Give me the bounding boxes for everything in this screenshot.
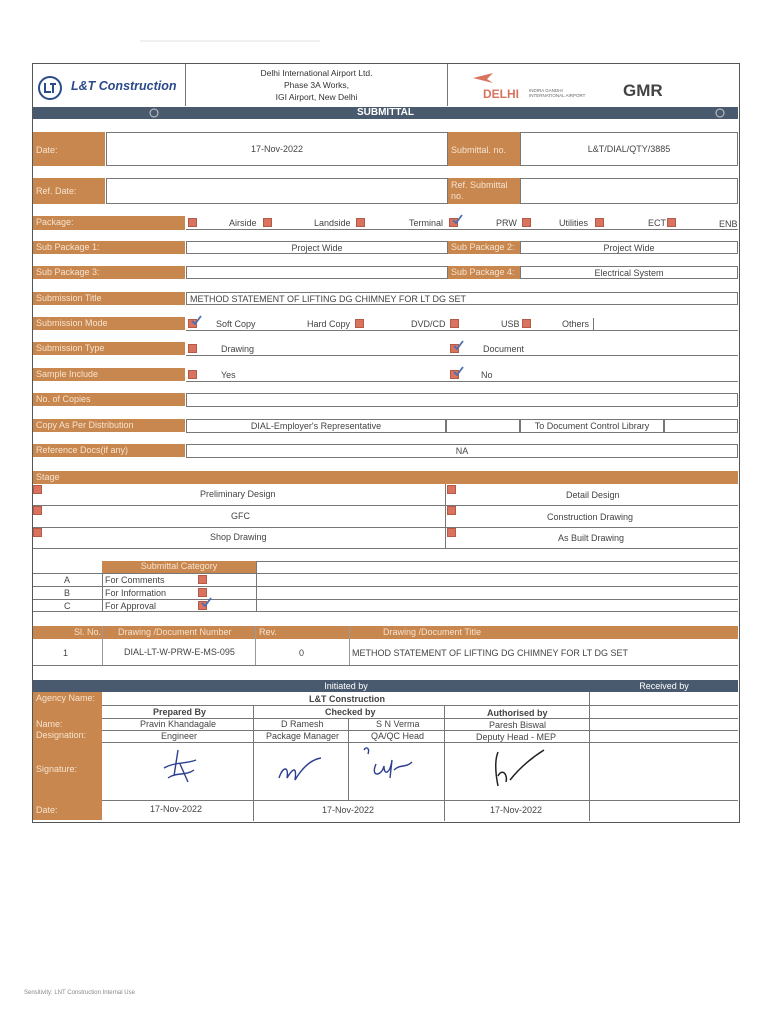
checkbox-as-built-drawing[interactable] xyxy=(447,528,456,537)
signature-authorised xyxy=(488,746,548,794)
type-document-label: Document xyxy=(483,344,525,354)
divider xyxy=(33,599,738,600)
package-terminal-label: Terminal xyxy=(409,218,444,228)
submittal-no-label: Submittal. no. xyxy=(448,132,520,166)
signature-checked-2 xyxy=(360,744,416,784)
authorised-by-header: Authorised by xyxy=(487,708,548,718)
ref-submittal-label: Ref. Submittal no. xyxy=(448,178,520,204)
date-checked: 17-Nov-2022 xyxy=(322,805,375,815)
client-phase: Phase 3A Works, xyxy=(283,80,350,90)
submittal-no-field[interactable]: L&T/DIAL/QTY/3885 xyxy=(520,132,738,166)
checkbox-detail-design[interactable] xyxy=(447,485,456,494)
checkbox-gfc[interactable] xyxy=(33,506,42,515)
category-header: Submittal Category xyxy=(102,561,256,573)
category-code-c: C xyxy=(64,601,71,611)
stage-as-built-drawing: As Built Drawing xyxy=(558,533,625,543)
received-by-bar: Received by xyxy=(590,680,738,692)
category-code-a: A xyxy=(64,575,71,585)
scan-mark xyxy=(140,40,320,42)
copy-distribution-label: Copy As Per Distribution xyxy=(33,419,185,432)
divider xyxy=(444,705,445,821)
checkbox-ect[interactable] xyxy=(595,218,604,227)
header-document-title: Drawing /Document Title xyxy=(383,627,482,637)
mode-hard-copy-label: Hard Copy xyxy=(307,319,351,329)
date-authorised: 17-Nov-2022 xyxy=(490,805,543,815)
package-utilities-label: Utilities xyxy=(559,218,589,228)
client-name: Delhi International Airport Ltd. xyxy=(260,68,373,78)
category-for-approval: For Approval xyxy=(105,601,157,611)
sensitivity-footer: Sensitivity: LNT Construction Internal Use xyxy=(24,990,135,996)
lt-logo-text: L&T Construction xyxy=(71,79,177,93)
seal-icon xyxy=(148,108,160,118)
divider xyxy=(102,573,103,612)
checkbox-for-comments[interactable] xyxy=(198,575,207,584)
type-drawing-label: Drawing xyxy=(221,344,255,354)
submission-type-label: Submission Type xyxy=(33,342,185,355)
date-prepared: 17-Nov-2022 xyxy=(150,804,203,814)
sub-package2-field[interactable]: Project Wide xyxy=(520,241,738,254)
divider xyxy=(593,318,594,331)
checkbox-airside[interactable] xyxy=(188,218,197,227)
row-document-title: METHOD STATEMENT OF LIFTING DG CHIMNEY FOR LT DG SET xyxy=(352,648,629,658)
no-of-copies-field[interactable] xyxy=(186,393,738,407)
divider xyxy=(102,705,738,706)
stage-shop-drawing: Shop Drawing xyxy=(210,532,267,542)
stage-preliminary-design: Preliminary Design xyxy=(200,489,276,499)
sub-package2-label: Sub Package 2: xyxy=(448,241,520,254)
checkbox-landside[interactable] xyxy=(263,218,272,227)
submission-title-field[interactable]: METHOD STATEMENT OF LIFTING DG CHIMNEY FOR LT DG SET xyxy=(186,292,738,305)
sub-package3-field[interactable] xyxy=(186,266,448,279)
checkbox-enb[interactable] xyxy=(667,218,676,227)
checkmark-icon xyxy=(201,597,212,607)
package-airside-label: Airside xyxy=(229,218,257,228)
stage-construction-drawing: Construction Drawing xyxy=(547,512,634,522)
reference-docs-label: Reference Docs(if any) xyxy=(33,444,185,457)
client-location: IGI Airport, New Delhi xyxy=(275,92,358,102)
row-document-number: DIAL-LT-W-PRW-E-MS-095 xyxy=(124,647,235,657)
checkbox-sample-yes[interactable] xyxy=(188,370,197,379)
package-ect-label: ECT xyxy=(648,218,666,228)
label-spacer xyxy=(33,705,102,718)
package-landside-label: Landside xyxy=(314,218,351,228)
name-label: Name: xyxy=(33,718,102,730)
approval-corner xyxy=(33,680,102,692)
signature-prepared xyxy=(160,746,202,788)
seal-icon xyxy=(714,108,726,118)
gmr-logo-text: GMR xyxy=(623,81,663,100)
divider xyxy=(253,705,254,821)
submission-mode-label: Submission Mode xyxy=(33,317,185,330)
divider xyxy=(33,527,738,528)
delhi-logo-subtitle: INDIRA GANDHI INTERNATIONAL AIRPORT xyxy=(529,88,586,98)
checkbox-terminal[interactable] xyxy=(356,218,365,227)
stage-detail-design: Detail Design xyxy=(566,490,620,500)
sub-package4-field[interactable]: Electrical System xyxy=(520,266,738,279)
ref-date-label: Ref. Date: xyxy=(33,178,105,204)
designation-authorised: Deputy Head - MEP xyxy=(476,732,557,742)
divider xyxy=(445,484,446,549)
category-for-information: For Information xyxy=(105,588,167,598)
submission-mode-options xyxy=(186,317,738,331)
checkbox-shop-drawing[interactable] xyxy=(33,528,42,537)
sample-no-label: No xyxy=(481,370,493,380)
checkmark-icon xyxy=(191,315,202,325)
mode-soft-copy-label: Soft Copy xyxy=(216,319,256,329)
lt-emblem-icon xyxy=(38,76,62,100)
reference-docs-field[interactable]: NA xyxy=(186,444,738,458)
category-code-b: B xyxy=(64,588,71,598)
name-prepared: Pravin Khandagale xyxy=(140,719,217,729)
submission-title-label: Submission Title xyxy=(33,292,185,305)
header-document-number: Drawing /Document Number xyxy=(118,627,232,637)
divider xyxy=(33,505,738,506)
name-checked-1: D Ramesh xyxy=(281,719,324,729)
header-sl-no: Sl. No. xyxy=(74,627,102,637)
lt-logo-block xyxy=(33,64,186,106)
checkmark-icon xyxy=(453,366,464,376)
sub-package1-label: Sub Package 1: xyxy=(33,241,185,254)
date-field[interactable]: 17-Nov-2022 xyxy=(106,132,448,166)
client-address xyxy=(186,64,448,106)
mode-others-label: Others xyxy=(562,319,590,329)
signature-checked-1 xyxy=(275,752,325,786)
copy-distribution-field-1[interactable]: DIAL-Employer's Representative xyxy=(186,419,446,433)
mode-usb-label: USB xyxy=(501,319,520,329)
checkmark-icon xyxy=(453,340,464,350)
mode-dvd-label: DVD/CD xyxy=(411,319,446,329)
category-for-comments: For Comments xyxy=(105,575,165,585)
divider xyxy=(589,692,590,821)
name-authorised: Paresh Biswal xyxy=(489,720,547,730)
copy-distribution-field-2[interactable]: To Document Control Library xyxy=(520,419,664,433)
date-approval-label: Date: xyxy=(33,800,102,820)
row-sl-no: 1 xyxy=(63,648,69,658)
stage-label: Stage xyxy=(33,471,738,484)
date-label: Date: xyxy=(33,132,105,166)
agency-name-label: Agency Name: xyxy=(33,692,102,705)
checkbox-construction-drawing[interactable] xyxy=(447,506,456,515)
checkbox-drawing[interactable] xyxy=(188,344,197,353)
package-enb-label: ENB xyxy=(719,219,738,229)
delhi-logo-text: DELHI xyxy=(483,87,519,101)
designation-label: Designation: xyxy=(33,730,102,742)
divider xyxy=(256,561,738,562)
row-rev: 0 xyxy=(299,648,305,658)
ref-submittal-field[interactable] xyxy=(520,178,738,204)
checkbox-hard-copy[interactable] xyxy=(355,319,364,328)
submittal-title-bar: SUBMITTAL xyxy=(33,107,738,119)
airplane-icon xyxy=(471,70,495,86)
divider xyxy=(102,742,738,743)
copy-distribution-blank[interactable] xyxy=(664,419,738,433)
divider xyxy=(33,586,738,587)
checkbox-preliminary-design[interactable] xyxy=(33,485,42,494)
sub-package1-field[interactable]: Project Wide xyxy=(186,241,448,254)
checkbox-utilities[interactable] xyxy=(522,218,531,227)
name-checked-2: S N Verma xyxy=(376,719,420,729)
agency-name-value: L&T Construction xyxy=(309,694,385,704)
signature-label: Signature: xyxy=(33,742,102,800)
sample-include-label: Sample Include xyxy=(33,368,185,381)
stage-gfc: GFC xyxy=(231,511,250,521)
no-of-copies-label: No. of Copies xyxy=(33,393,185,406)
header-rev: Rev. xyxy=(259,627,277,637)
divider xyxy=(348,718,349,800)
checkmark-icon xyxy=(452,214,463,224)
sub-package4-label: Sub Package 4: xyxy=(448,266,520,279)
package-prw-label: PRW xyxy=(496,218,517,228)
package-label: Package: xyxy=(33,216,185,230)
copy-distribution-blank[interactable] xyxy=(446,419,520,433)
divider xyxy=(102,800,738,801)
sub-package3-label: Sub Package 3: xyxy=(33,266,185,279)
designation-prepared: Engineer xyxy=(161,731,198,741)
checkbox-dvd[interactable] xyxy=(450,319,459,328)
ref-date-field[interactable] xyxy=(106,178,448,204)
partner-logos xyxy=(449,64,738,106)
checked-by-header: Checked by xyxy=(325,707,376,717)
designation-checked-1: Package Manager xyxy=(266,731,340,741)
checkbox-usb[interactable] xyxy=(522,319,531,328)
designation-checked-2: QA/QC Head xyxy=(371,731,425,741)
checkbox-for-information[interactable] xyxy=(198,588,207,597)
initiated-by-bar: Initiated by xyxy=(102,680,590,692)
prepared-by-header: Prepared By xyxy=(153,707,207,717)
sample-yes-label: Yes xyxy=(221,370,236,380)
